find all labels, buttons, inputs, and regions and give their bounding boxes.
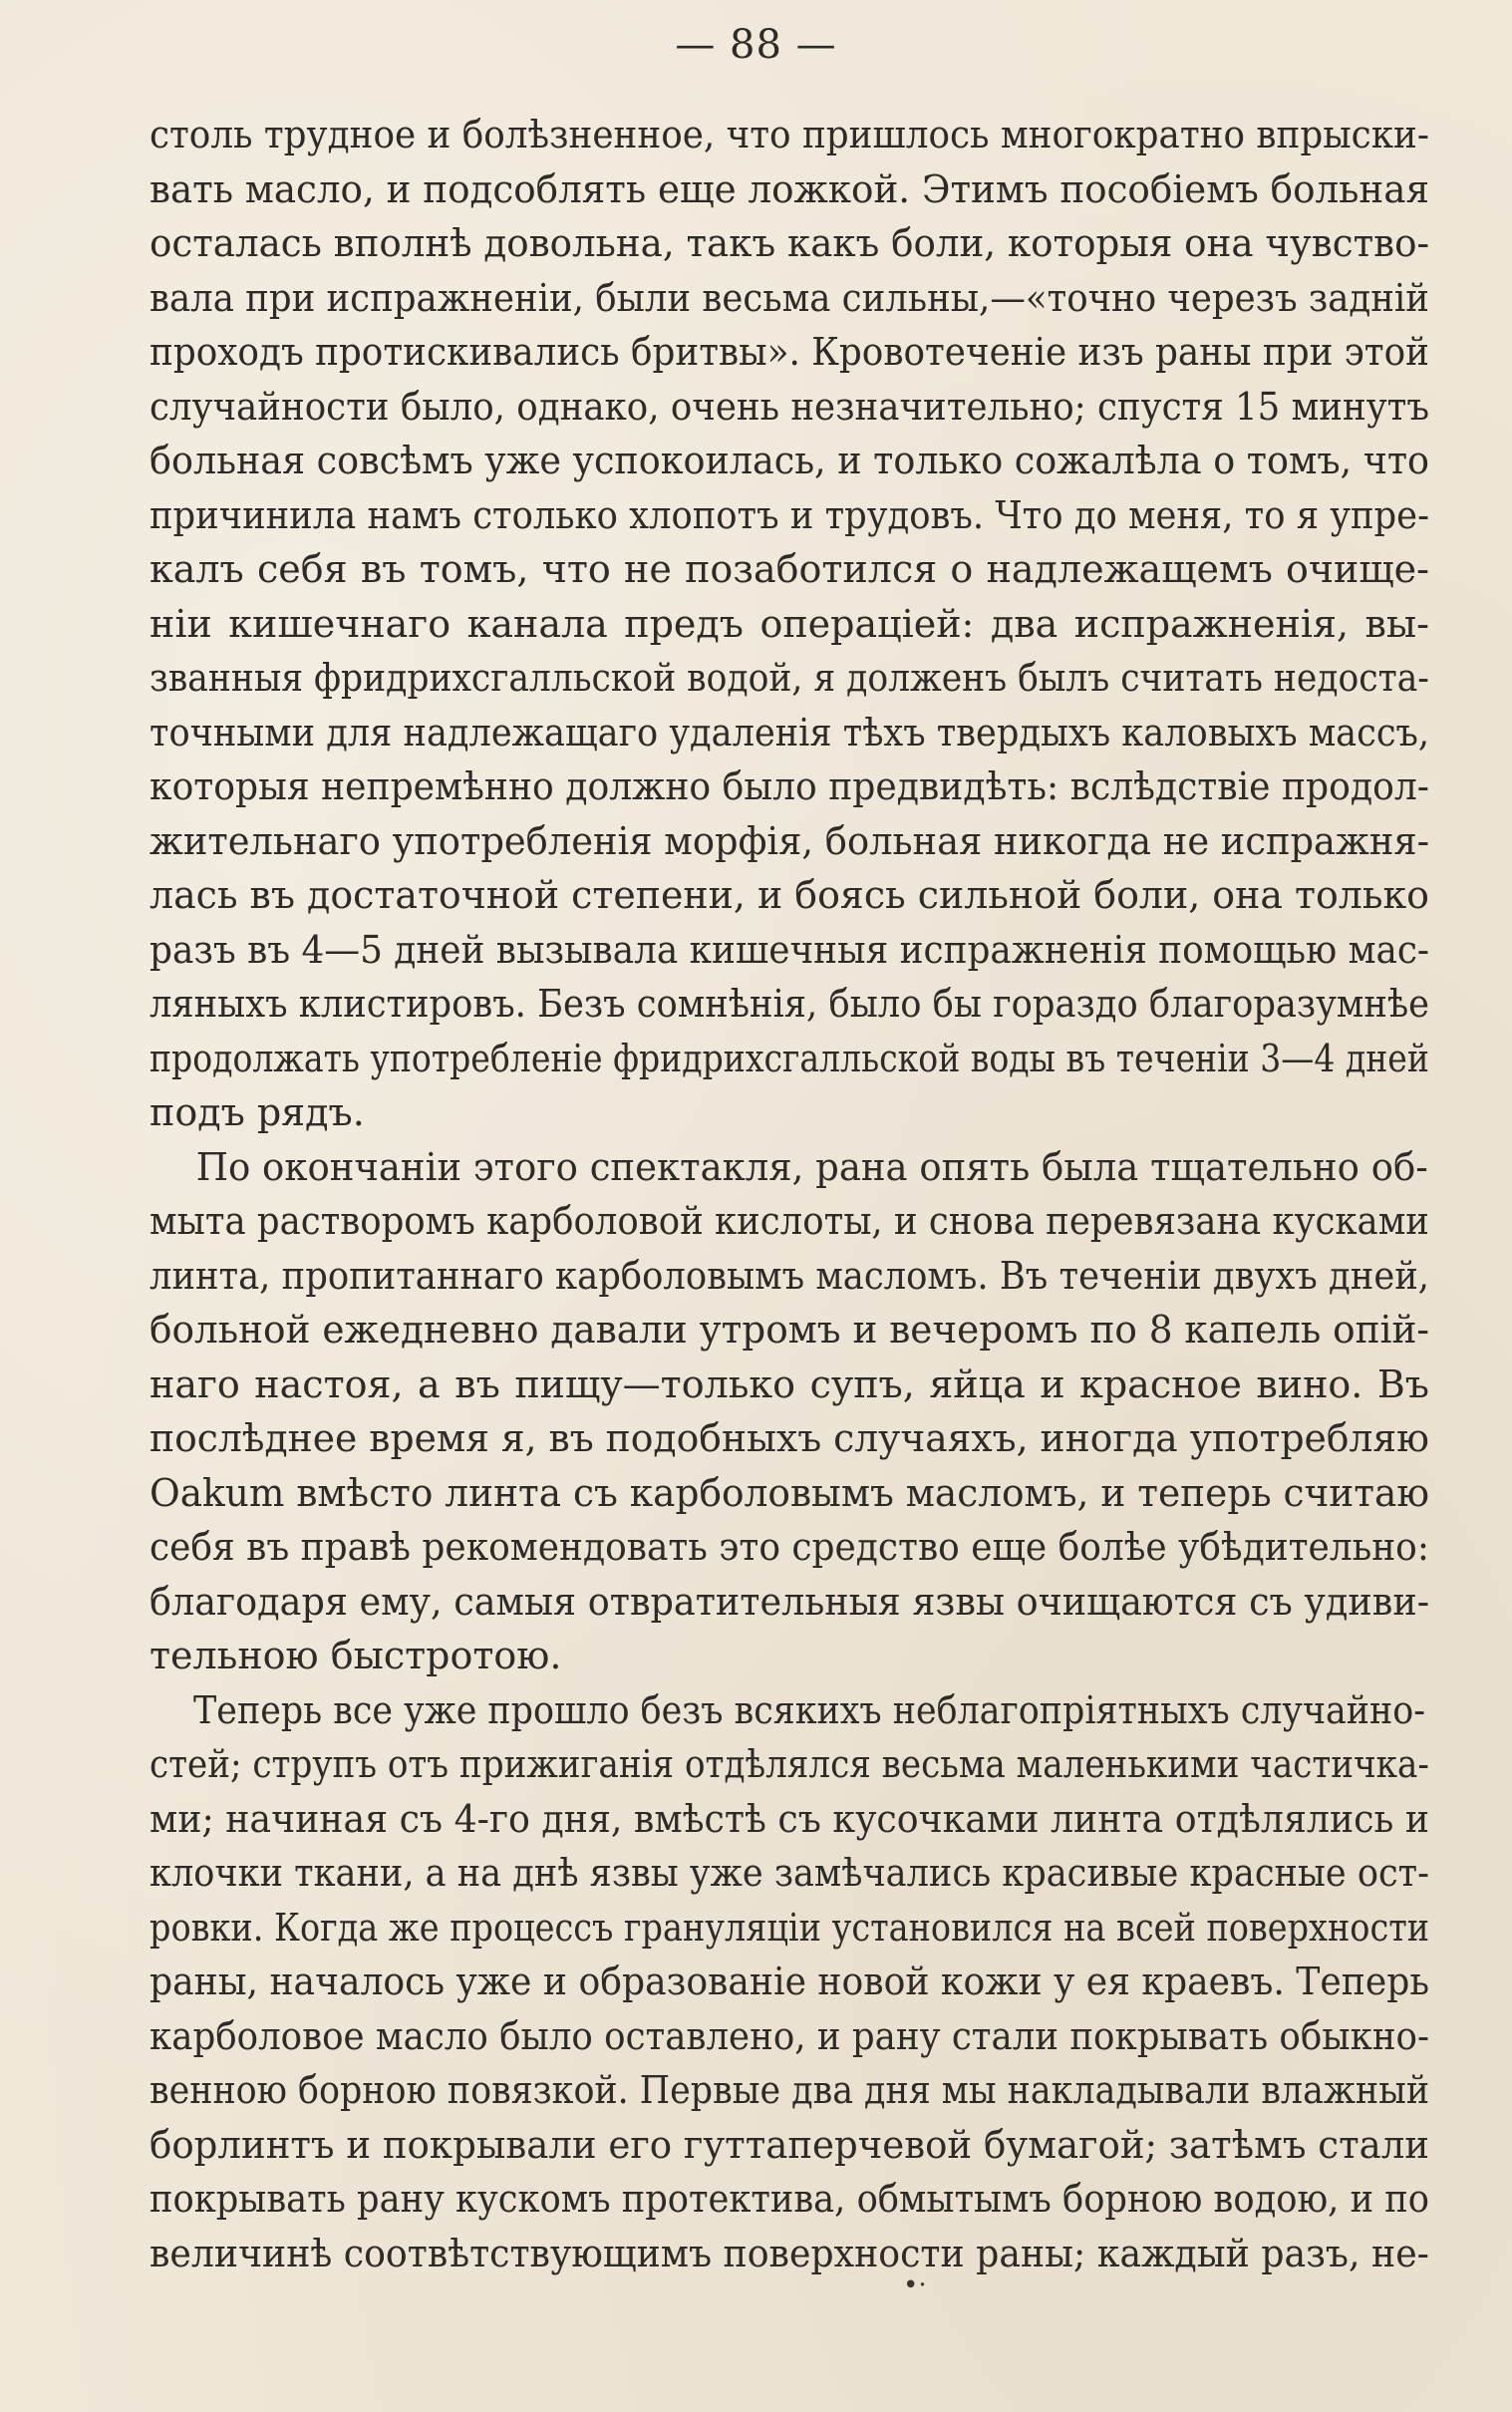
text-line: вать масло, и подсоблять еще ложкой. Этимъ пособіемъ больная [150, 166, 1429, 211]
page-number: — 88 — [675, 22, 837, 68]
text-line: ніи кишечнаго канала предъ операціей: два испражненія, вы- [150, 601, 1429, 646]
body-text [150, 108, 1429, 2280]
text-line: званныя фридрихсгалльской водой, я долженъ былъ считать недоста- [150, 656, 1429, 700]
text-line: вала при испражненіи, были весьма сильны,—«точно черезъ задній [150, 275, 1429, 320]
text-line: проходъ протискивались бритвы». Кровотеченіе изъ раны при этой [150, 330, 1429, 374]
paragraph-1 [150, 108, 1429, 1140]
text-line: величинѣ соотвѣтствующимъ поверхности раны; каждый разъ, не- [150, 2231, 1429, 2275]
text-line: По окончаніи этого спектакля, рана опять была тщательно об- [195, 1144, 1428, 1189]
text-line: тельною быстротою. [150, 1634, 562, 1677]
text-line: разъ въ 4—5 дней вызывала кишечныя испражненія помощью мас- [150, 927, 1430, 972]
ink-mark: •· [903, 2270, 927, 2300]
text-line: стей; струпъ отъ прижиганія отдѣлялся весьма маленькими частичка- [150, 1742, 1429, 1786]
text-line: ляныхъ клистировъ. Безъ сомнѣнія, было бы гораздо благоразумнѣе [150, 982, 1430, 1026]
text-line: послѣднее время я, въ подобныхъ случаяхъ, иногда употребляю [150, 1416, 1429, 1460]
text-line: больной ежедневно давали утромъ и вечеромъ по 8 капель опій- [150, 1308, 1430, 1352]
text-line: покрывать рану кускомъ протектива, обмытымъ борною водою, и по [150, 2177, 1429, 2221]
text-line: подъ рядъ. [150, 1090, 365, 1134]
text-line: осталась вполнѣ довольна, такъ какъ боли, которыя она чувство- [150, 221, 1430, 265]
text-line: случайности было, однако, очень незначительно; спустя 15 минутъ [150, 384, 1430, 429]
text-line: борлинтъ и покрывали его гуттаперчевой бумагой; затѣмъ стали [150, 2122, 1429, 2167]
text-line: благодаря ему, самыя отвратительныя язвы очищаются съ удиви- [150, 1579, 1430, 1624]
text-line: ровки. Когда же процессъ грануляціи установился на всей поверхности [150, 1905, 1430, 1950]
text-line: которыя непремѣнно должно было предвидѣть: вслѣдствіе продол- [150, 764, 1429, 808]
text-line: продолжать употребленіе фридрихсгалльской воды въ теченіи 3—4 дней [150, 1036, 1429, 1080]
text-line: точными для надлежащаго удаленія тѣхъ твердыхъ каловыхъ массъ, [150, 710, 1430, 754]
text-line: причинила намъ столько хлопотъ и трудовъ. Что до меня, то я упре- [150, 492, 1430, 537]
text-line: Oakum вмѣсто линта съ карболовымъ масломъ, и теперь считаю [150, 1470, 1429, 1515]
text-line: Теперь все уже прошло безъ всякихъ неблагопріятныхъ случайно- [193, 1687, 1426, 1732]
text-line: себя въ правѣ рекомендовать это средство еще болѣе убѣдительно: [150, 1525, 1429, 1569]
text-line: ми; начиная съ 4-го дня, вмѣстѣ съ кусочками линта отдѣлялись и [150, 1796, 1430, 1841]
text-line: больная совсѣмъ уже успокоилась, и только сожалѣла о томъ, что [150, 439, 1430, 482]
text-line: столь трудное и болѣзненное, что пришлось многократно впрыски- [150, 113, 1429, 156]
text-line: наго настоя, а въ пищу—только супъ, яйца и красное вино. Въ [150, 1361, 1429, 1406]
text-line: лась въ достаточной степени, и боясь сильной боли, она только [150, 873, 1429, 917]
text-line: мыта растворомъ карболовой кислоты, и снова перевязана кусками [150, 1199, 1429, 1243]
text-line: венною борною повязкой. Первые два дня мы накладывали влажный [150, 2068, 1430, 2112]
text-line: линта, пропитаннаго карболовымъ масломъ. Въ теченіи двухъ дней, [150, 1253, 1430, 1298]
paragraph-2 [150, 1140, 1429, 1683]
text-line: карболовое масло было оставлено, и рану стали покрывать обыкно- [150, 2013, 1429, 2058]
text-line: жительнаго употребленія морфія, больная никогда не испражня- [150, 818, 1430, 863]
paragraph-3 [150, 1683, 1429, 2281]
text-line: раны, началось уже и образованіе новой кожи у ея краевъ. Теперь [150, 1960, 1430, 2003]
text-line: клочки ткани, а на днѣ язвы уже замѣчались красивые красные ост- [150, 1851, 1429, 1895]
text-line: калъ себя въ томъ, что не позаботился о надлежащемъ очище- [150, 547, 1429, 591]
